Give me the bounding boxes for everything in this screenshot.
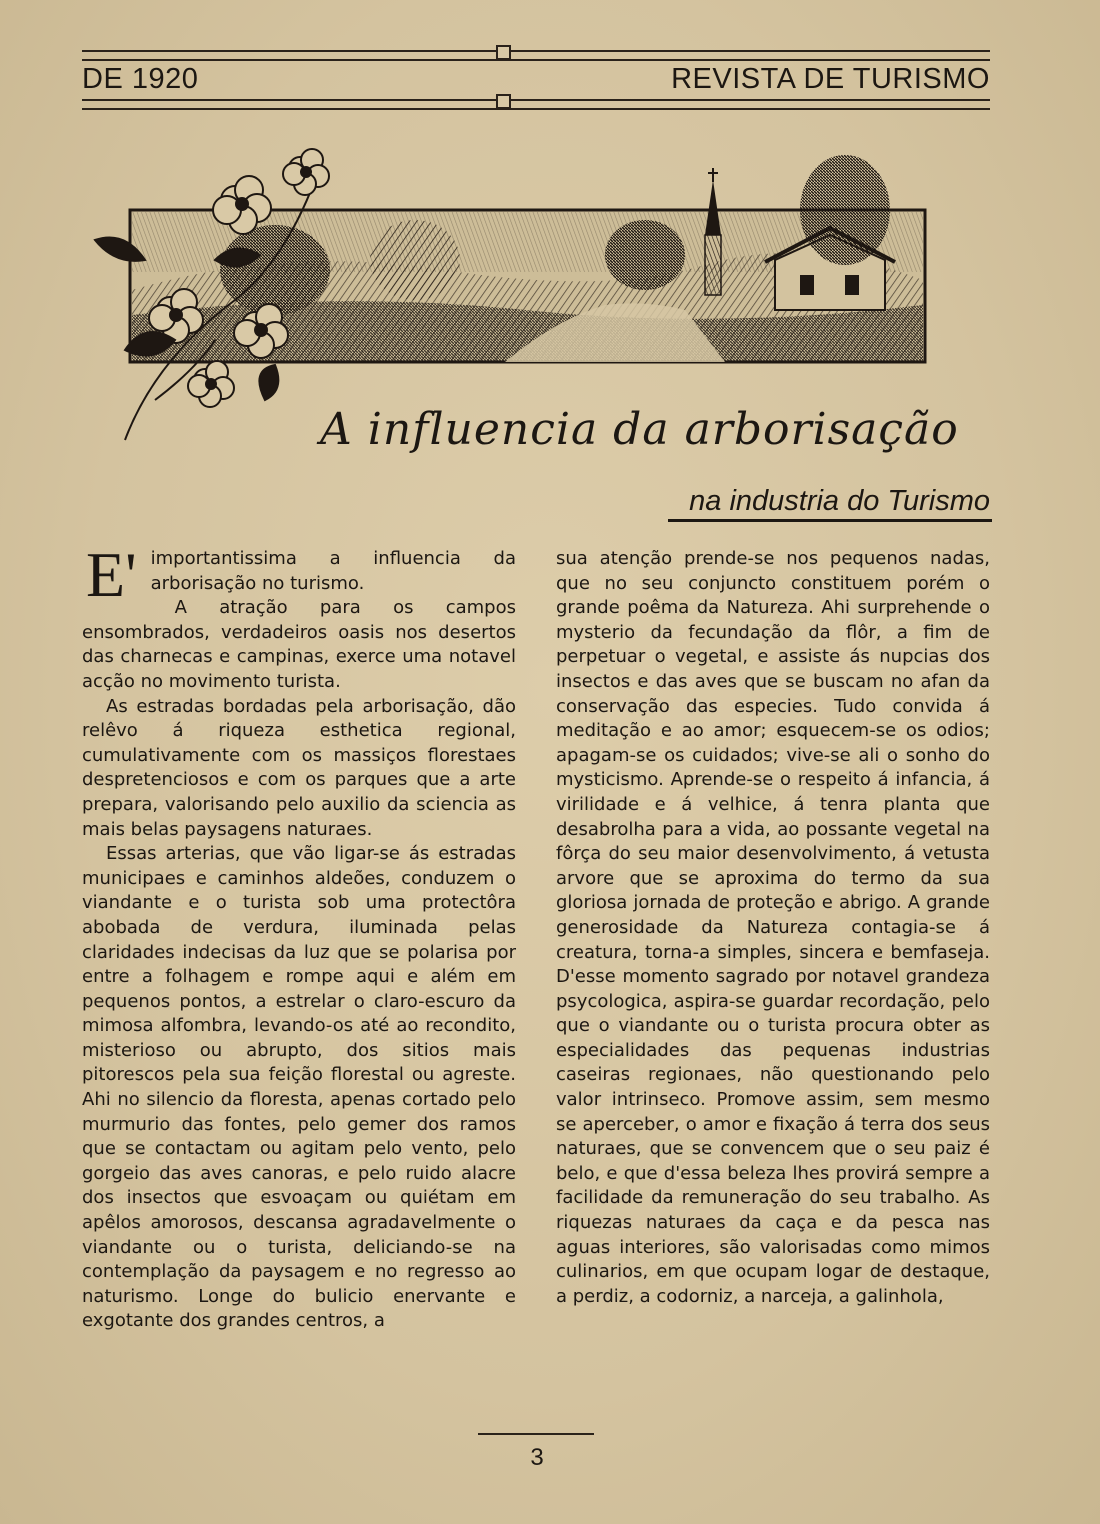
article-column-right xyxy=(556,547,990,1309)
drop-cap: E' xyxy=(86,539,137,610)
header-ornament-bottom xyxy=(496,94,511,109)
header-date: DE 1920 xyxy=(82,63,199,95)
header-rule-top xyxy=(82,50,990,61)
page-number: 3 xyxy=(530,1444,544,1471)
header-ornament-top xyxy=(496,45,511,60)
article-column-left xyxy=(82,539,516,1334)
article-subtitle: na industria do Turismo xyxy=(689,485,990,517)
paragraph: A atração para os campos ensombrados, verdadeiros oasis nos desertos das charnecas e campinas, exerce uma notavel acção no movimento turista. xyxy=(82,597,516,692)
paragraph: importantissima a influencia da arborisação no turismo. xyxy=(150,548,516,594)
header-magazine-title: REVISTA DE TURISMO xyxy=(671,63,990,95)
paragraph: sua atenção prende-se nos pequenos nadas, que no seu conjuncto constituem porém o grande poêma da Natureza. Ahi surprehende o mysterio da fecundação da flôr, a fim de perpetuar o vegetal, e assiste ás nupcias dos insectos e das aves que se buscam no afan da conservação das especies. Tudo convida á meditação e ao amor; esquecem-se os odios; apagam-se os cuidados; vive-se ali o sonho do mysticismo. Aprende-se o respeito á infancia, á virilidade e á velhice, á tenra planta que desabrolha para a vida, ao possante vegetal na fôrça do seu maior desenvolvimento, á vetusta arvore que se aproxima do termo da sua gloriosa jornada de proteção e abrigo. A grande generosidade da Natureza contagia-se á creatura, torna-a simples, sincera e bemfaseja. D'esse momento sagrado por notavel grandeza psycologica, aspira-se guardar recordação, pelo que o viandante ou o turista procura obter as especialidades das pequenas industrias caseiras regionaes, não questionando pelo valor intrinseco. Promove assim, sem mesmo se aperceber, o amor e fixação á terra dos seus naturaes, que se convencem que o seu paiz é belo, e que d'essa beleza lhes provirá sempre a facilidade da remuneração do seu trabalho. As riquezas naturaes da caça e da pesca nas aguas interiores, são valorisadas como mimos culinarios, em que ocupam logar de destaque, a perdiz, a codorniz, a narceja, a galinhola, xyxy=(556,548,990,1307)
paragraph: As estradas bordadas pela arborisação, dão relêvo á riqueza esthetica regional, cumulativamente com os massiços florestaes despretenciosos e com os parques que a arte prepara, valorisando pelo auxilio da sciencia as mais belas paysagens naturaes. xyxy=(82,695,516,840)
paragraph: Essas arterias, que vão ligar-se ás estradas municipaes e caminhos aldeões, conduzem o viandante e o turista sob uma protectôra abobada de verdura, iluminada pelas claridades indecisas da luz que se polarisa por entre a folhagem e rompe aqui e além em pequenos pontos, a estrelar o claro-escuro da mimosa alfombra, levando-os até ao recondito, misterioso ou abrupto, dos sitios mais pitorescos pela sua feição florestal ou agreste. Ahi no silencio da floresta, apenas cortado pelo murmurio das fontes, pelo gemer dos ramos que se contactam ou agitam pelo vento, pelo gorgeio das aves canoras, e pelo ruido alacre dos insectos que esvoaçam ou quiétam em apêlos amorosos, descansa agradavelmente o viandante ou o turista, deliciando-se na contemplação da paysagem e no regresso ao naturismo. Longe do bulicio enervante e exgotante dos grandes centros, a xyxy=(82,843,516,1332)
article-title: A influencia da arborisação xyxy=(320,404,959,455)
subtitle-underline xyxy=(668,519,992,522)
footer-rule xyxy=(478,1433,594,1435)
header-rule-bottom xyxy=(82,99,990,110)
